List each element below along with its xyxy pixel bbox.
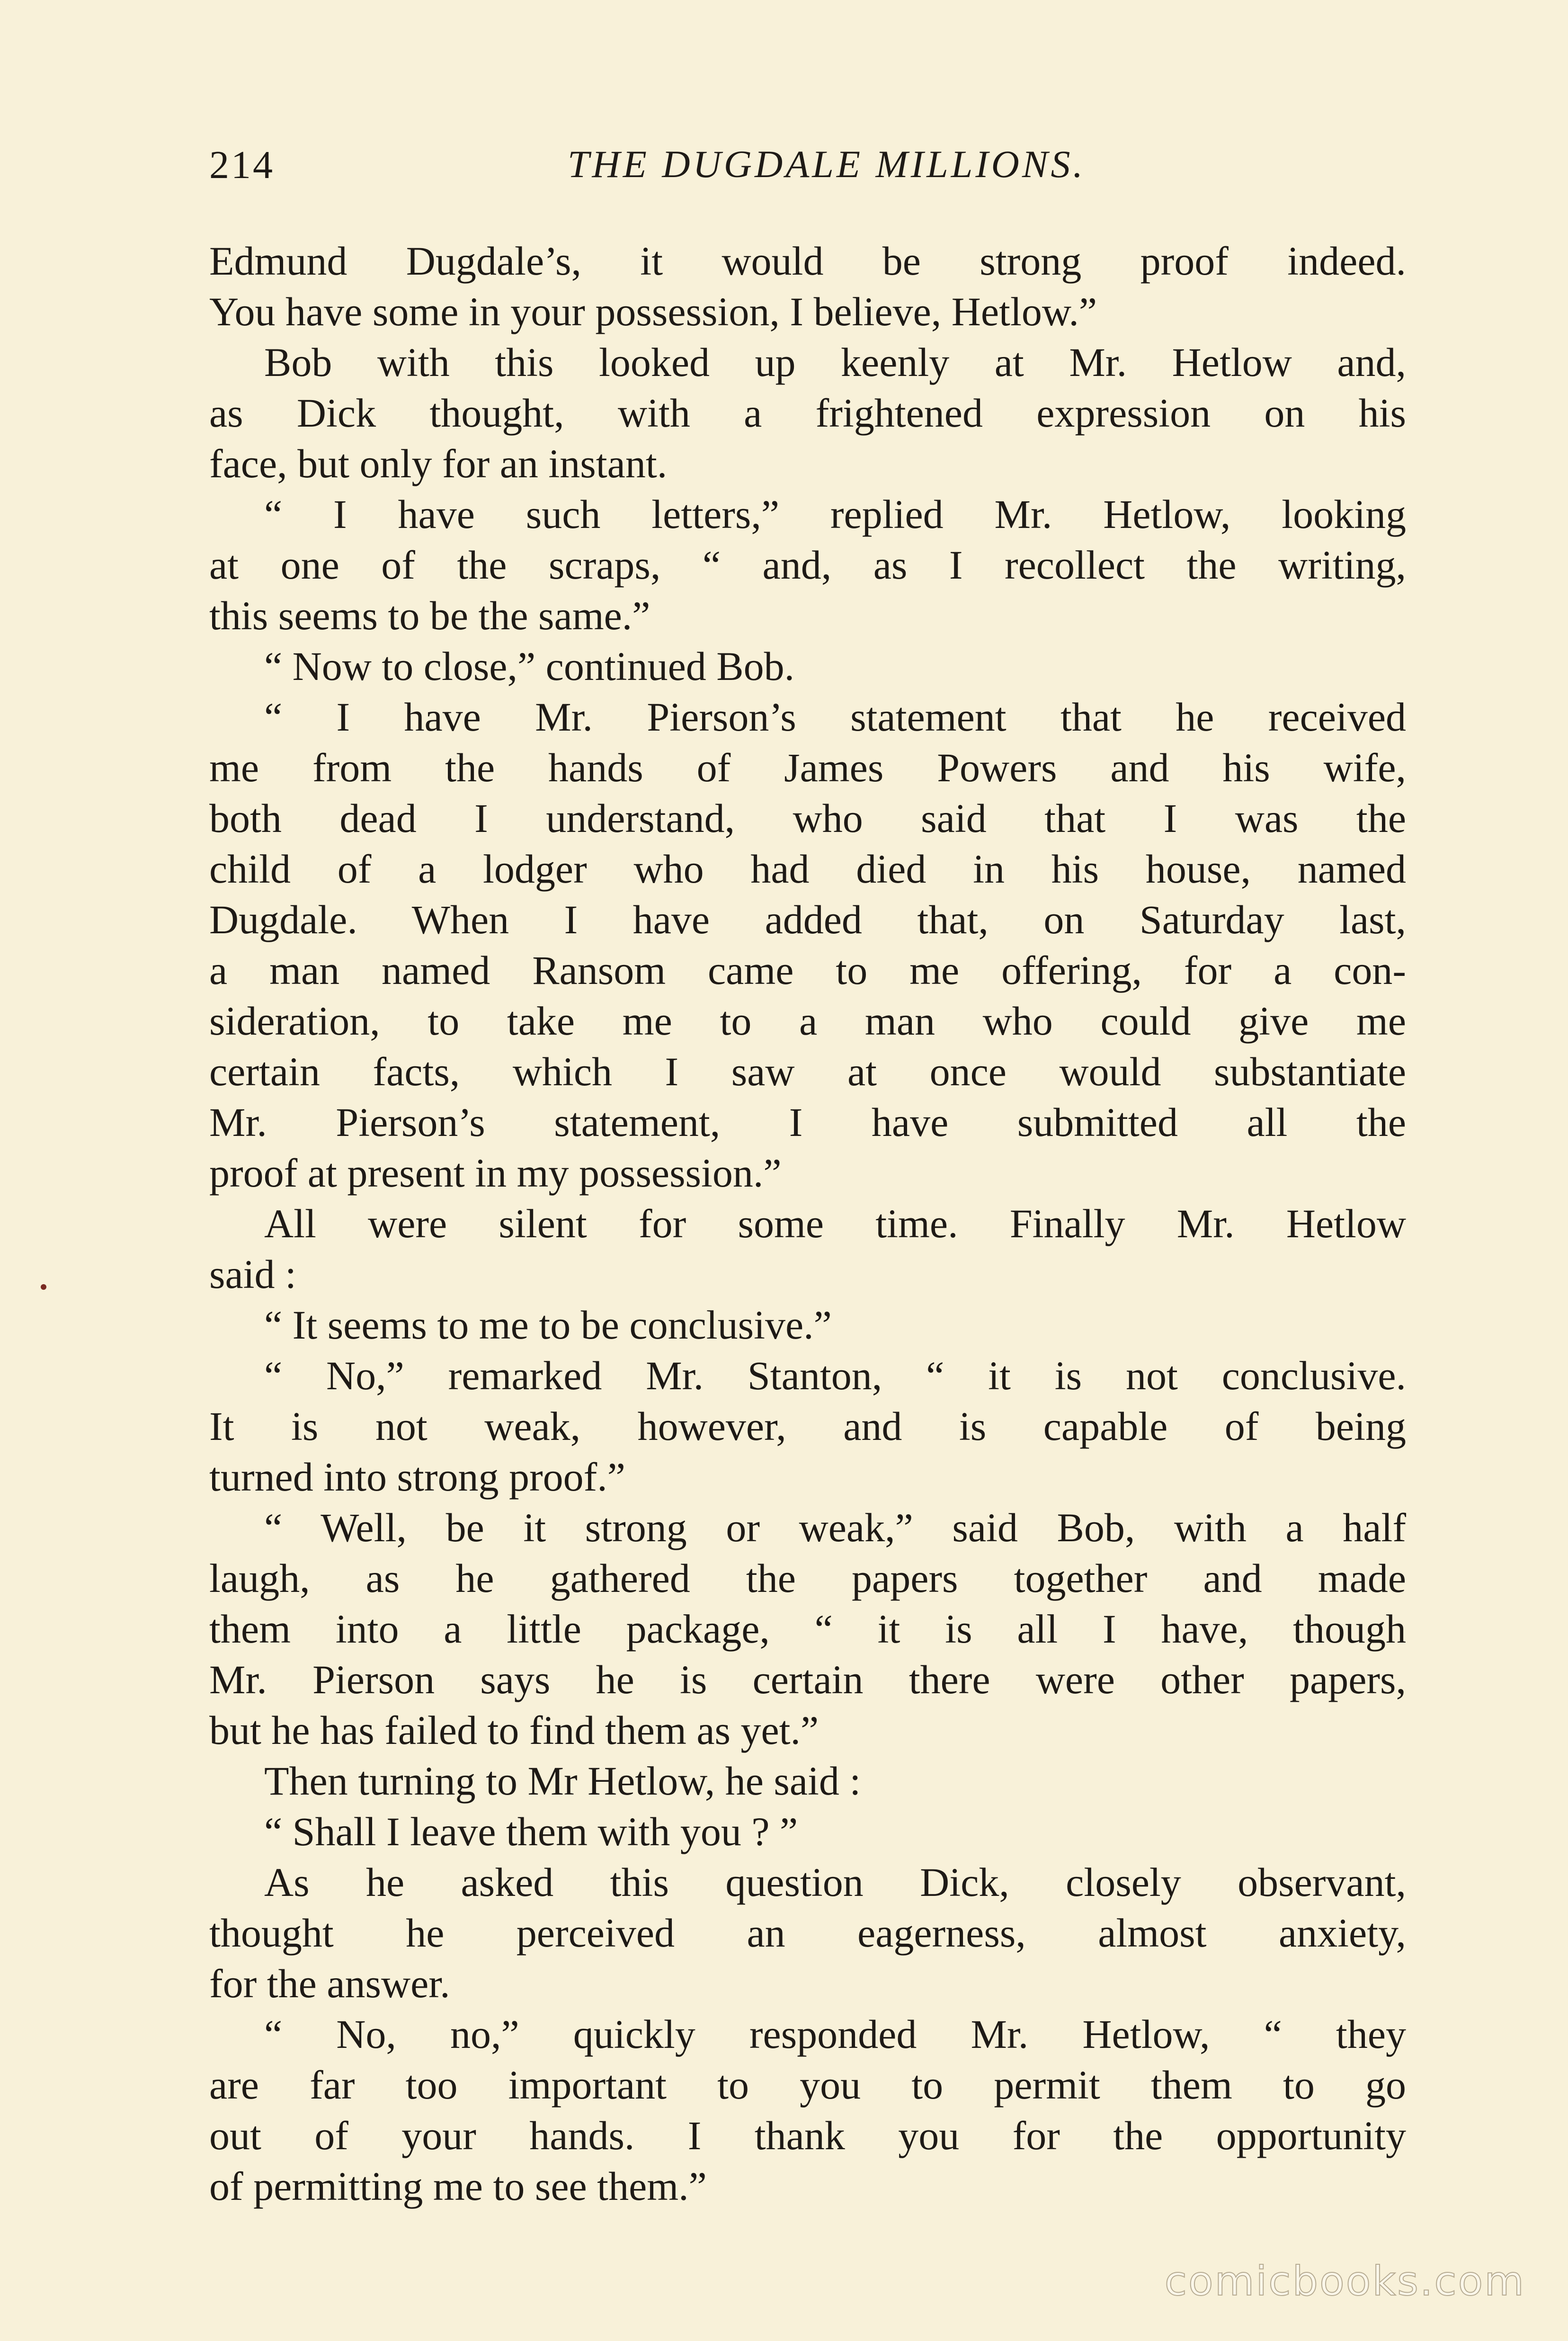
text-line: child of a lodger who had died in his house, named xyxy=(209,846,1406,892)
text-line: You have some in your possession, I believe, Hetlow.” xyxy=(209,289,1097,334)
text-line: face, but only for an instant. xyxy=(209,441,668,486)
text-line: sideration, to take me to a man who could give me xyxy=(209,998,1406,1044)
page-number: 214 xyxy=(209,143,275,187)
text-line: Dugdale. When I have added that, on Saturday last, xyxy=(209,897,1406,942)
text-line: Bob with this looked up keenly at Mr. Hetlow and, xyxy=(264,340,1406,385)
page-header xyxy=(209,142,1406,199)
text-line: out of your hands. I thank you for the opportunity xyxy=(209,2113,1406,2158)
text-line: Mr. Pierson’s statement, I have submitted all the xyxy=(209,1099,1406,1145)
text-line: certain facts, which I saw at once would substantiate xyxy=(209,1049,1406,1094)
text-line: It is not weak, however, and is capable of being xyxy=(209,1403,1406,1449)
text-line: “ Now to close,” continued Bob. xyxy=(264,643,795,689)
text-line: “ No, no,” quickly responded Mr. Hetlow, “ they xyxy=(264,2011,1406,2057)
text-line: “ I have such letters,” replied Mr. Hetlow, looking xyxy=(264,491,1406,537)
text-line: both dead I understand, who said that I was the xyxy=(209,795,1406,841)
text-line: “ Shall I leave them with you ? ” xyxy=(264,1809,798,1854)
text-line: turned into strong proof.” xyxy=(209,1454,625,1500)
text-line: “ It seems to me to be conclusive.” xyxy=(264,1302,832,1348)
running-head: THE DUGDALE MILLIONS. xyxy=(567,143,1086,186)
text-line: as Dick thought, with a frightened expression on his xyxy=(209,390,1406,436)
text-line: for the answer. xyxy=(209,1961,450,2006)
text-line: them into a little package, “ it is all I have, though xyxy=(209,1606,1406,1652)
text-line: said : xyxy=(209,1251,296,1297)
text-line: me from the hands of James Powers and his wife, xyxy=(209,745,1406,790)
text-line: All were silent for some time. Finally Mr. Hetlow xyxy=(264,1201,1406,1246)
text-line: at one of the scraps, “ and, as I recollect the writing, xyxy=(209,542,1406,588)
text-line: of permitting me to see them.” xyxy=(209,2163,707,2209)
text-line: “ I have Mr. Pierson’s statement that he received xyxy=(264,694,1406,740)
text-line: a man named Ransom came to me offering, for a con- xyxy=(209,947,1406,993)
text-line: Edmund Dugdale’s, it would be strong proof indeed. xyxy=(209,238,1406,284)
text-line: laugh, as he gathered the papers together and made xyxy=(209,1555,1406,1601)
text-line: this seems to be the same.” xyxy=(209,593,650,638)
watermark: comicbooks.com xyxy=(1164,2258,1525,2305)
text-line: proof at present in my possession.” xyxy=(209,1150,782,1196)
text-line: “ No,” remarked Mr. Stanton, “ it is not conclusive. xyxy=(264,1353,1406,1398)
text-line: As he asked this question Dick, closely observant, xyxy=(264,1859,1406,1905)
body-text xyxy=(209,236,1406,2212)
text-line: are far too important to you to permit them to go xyxy=(209,2062,1406,2108)
text-line: thought he perceived an eagerness, almost anxiety, xyxy=(209,1910,1406,1956)
text-line: Then turning to Mr Hetlow, he said : xyxy=(264,1758,861,1804)
text-line: but he has failed to find them as yet.” xyxy=(209,1707,819,1753)
margin-ink-speck xyxy=(41,1284,46,1290)
text-line: Mr. Pierson says he is certain there were other papers, xyxy=(209,1657,1406,1702)
text-line: “ Well, be it strong or weak,” said Bob, with a half xyxy=(264,1505,1406,1550)
